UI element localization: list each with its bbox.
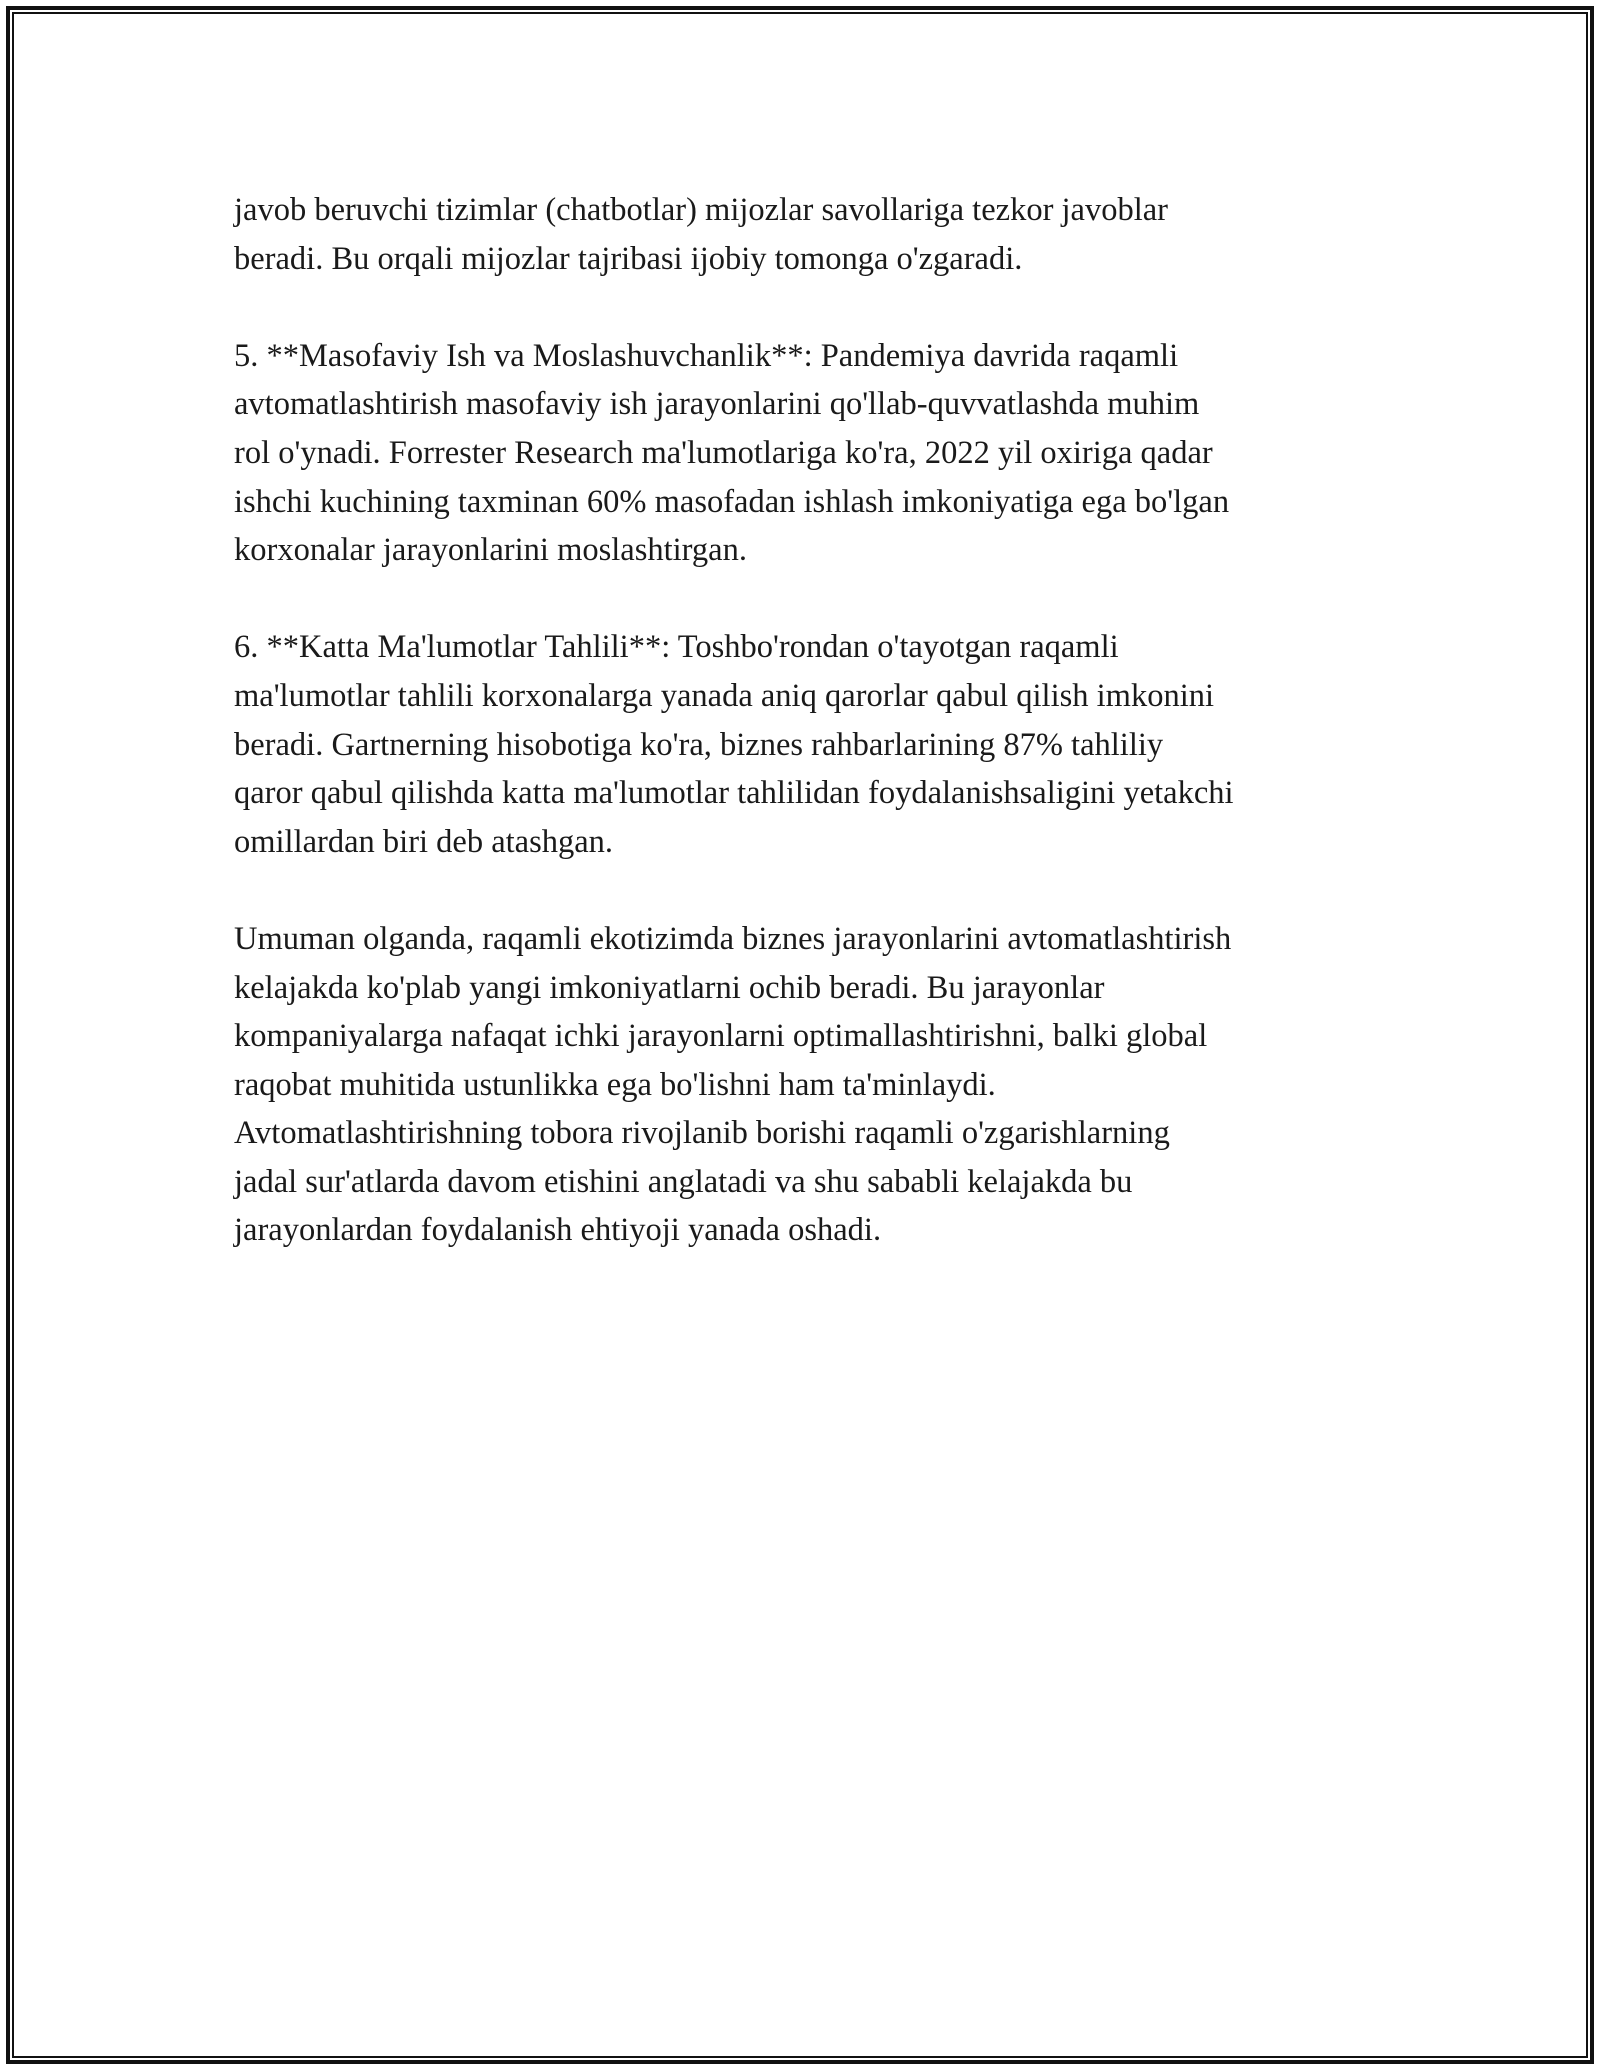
- text-line: 6. **Katta Ma'lumotlar Tahlili**: Toshbo'rondan o'tayotgan raqamli: [234, 629, 1119, 666]
- text-line: ishchi kuchining taxminan 60% masofadan ishlash imkoniyatiga ega bo'lgan: [234, 483, 1230, 520]
- text-line: rol o'ynadi. Forrester Research ma'lumotlariga ko'ra, 2022 yil oxiriga qadar: [234, 434, 1213, 471]
- paragraph-remote-work: [234, 332, 1374, 575]
- text-line: raqobat muhitida ustunlikka ega bo'lishni ham ta'minlaydi.: [234, 1066, 996, 1103]
- text-line: jadal sur'atlarda davom etishini anglatadi va shu sababli kelajakda bu: [234, 1163, 1133, 1200]
- text-line: beradi. Gartnerning hisobotiga ko'ra, biznes rahbarlarining 87% tahliliy: [234, 726, 1164, 763]
- text-line: kelajakda ko'plab yangi imkoniyatlarni ochib beradi. Bu jarayonlar: [234, 969, 1105, 1006]
- text-line: jarayonlardan foydalanish ehtiyoji yanada oshadi.: [234, 1212, 882, 1249]
- text-line: Avtomatlashtirishning tobora rivojlanib borishi raqamli o'zgarishlarning: [234, 1115, 1170, 1152]
- document-body: [234, 186, 1374, 1304]
- paragraph-chatbots-continuation: [234, 186, 1374, 283]
- paragraph-big-data: [234, 623, 1374, 866]
- text-line: 5. **Masofaviy Ish va Moslashuvchanlik**: Pandemiya davrida raqamli: [234, 337, 1179, 374]
- text-line: omillardan biri deb atashgan.: [234, 823, 614, 860]
- text-line: javob beruvchi tizimlar (chatbotlar) mijozlar savollariga tezkor javoblar: [234, 192, 1168, 228]
- text-line: Umuman olganda, raqamli ekotizimda biznes jarayonlarini avtomatlashtirish: [234, 920, 1232, 957]
- text-line: kompaniyalarga nafaqat ichki jarayonlarni optimallashtirishni, balki global: [234, 1018, 1208, 1055]
- text-line: beradi. Bu orqali mijozlar tajribasi ijobiy tomonga o'zgaradi.: [234, 240, 1023, 277]
- paragraph-conclusion: [234, 915, 1374, 1255]
- text-line: korxonalar jarayonlarini moslashtirgan.: [234, 532, 747, 569]
- text-line: qaror qabul qilishda katta ma'lumotlar tahlilidan foydalanishsaligini yetakchi: [234, 775, 1234, 812]
- text-line: ma'lumotlar tahlili korxonalarga yanada aniq qarorlar qabul qilish imkonini: [234, 677, 1214, 714]
- text-line: avtomatlashtirish masofaviy ish jarayonlarini qo'llab-quvvatlashda muhim: [234, 386, 1200, 423]
